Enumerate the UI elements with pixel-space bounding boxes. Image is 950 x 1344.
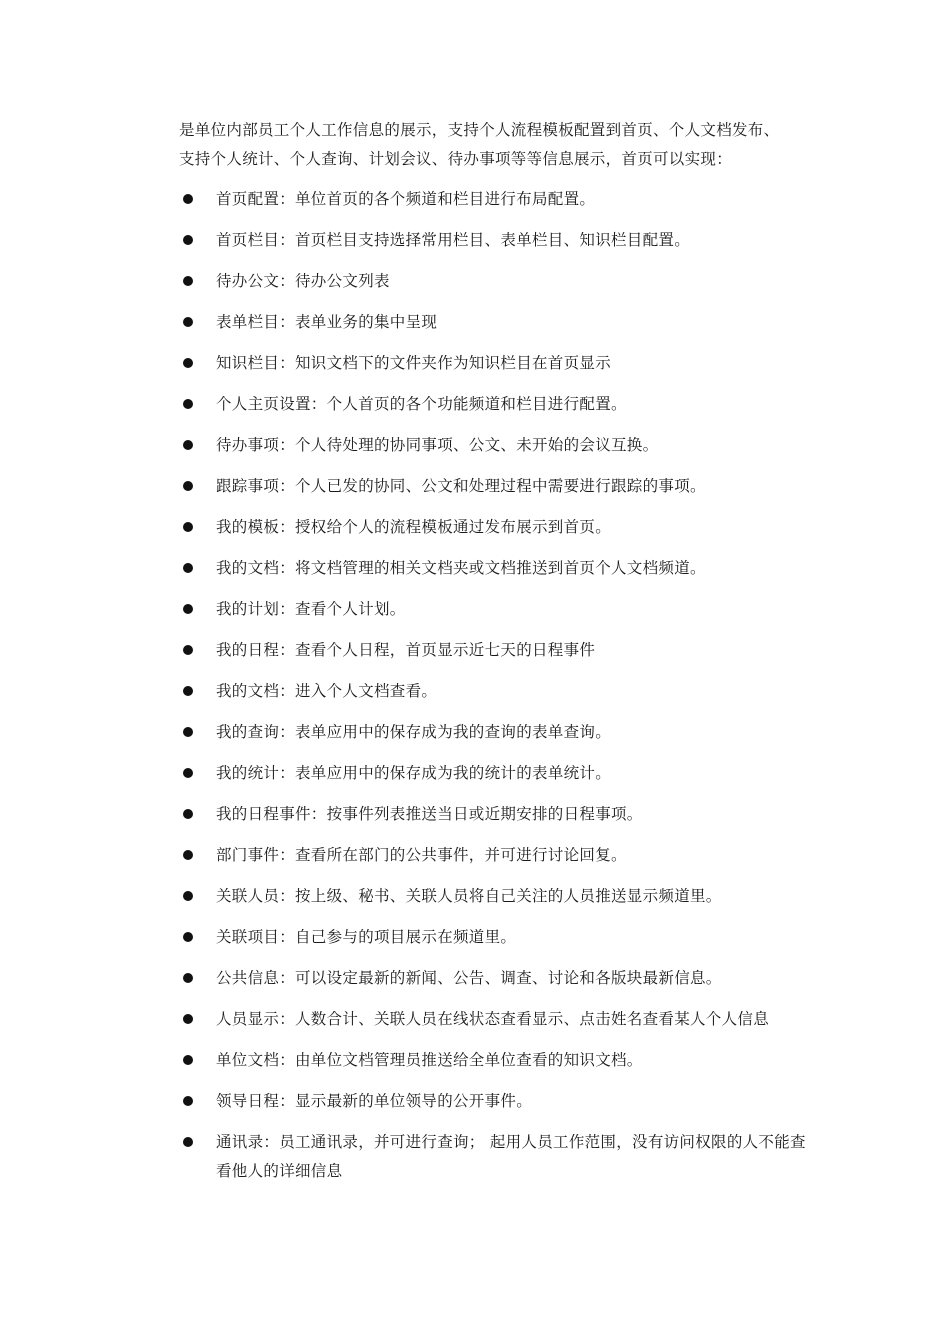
list-item <box>0 470 950 511</box>
list-item-text: 我的模板：授权给个人的流程模板通过发布展示到首页。 <box>216 518 612 536</box>
list-item <box>0 183 950 224</box>
list-item <box>0 634 950 675</box>
bullet-icon <box>183 850 193 860</box>
intro-paragraph <box>179 116 819 174</box>
list-item-text: 关联人员：按上级、秘书、关联人员将自己关注的人员推送显示频道里。 <box>216 887 722 905</box>
list-item-text: 部门事件：查看所在部门的公共事件，并可进行讨论回复。 <box>216 846 627 864</box>
list-item-text: 人员显示：人数合计、关联人员在线状态查看显示、点击姓名查看某人个人信息 <box>216 1010 770 1028</box>
bullet-icon <box>183 1096 193 1106</box>
bullet-icon <box>183 194 193 204</box>
list-item-text: 我的文档：进入个人文档查看。 <box>216 682 438 700</box>
bullet-icon <box>183 276 193 286</box>
list-item-text: 通讯录：员工通讯录，并可进行查询； 起用人员工作范围，没有访问权限的人不能查看他人的详细信息 <box>216 1133 806 1180</box>
bullet-icon <box>183 604 193 614</box>
list-item-text: 个人主页设置：个人首页的各个功能频道和栏目进行配置。 <box>216 395 627 413</box>
bullet-icon <box>183 645 193 655</box>
bullet-icon <box>183 317 193 327</box>
list-item <box>0 798 950 839</box>
list-item <box>0 224 950 265</box>
list-item <box>0 306 950 347</box>
bullet-icon <box>183 1014 193 1024</box>
list-item-text: 我的统计：表单应用中的保存成为我的统计的表单统计。 <box>216 764 612 782</box>
bullet-icon <box>183 235 193 245</box>
list-item <box>0 388 950 429</box>
list-item <box>0 675 950 716</box>
list-item <box>0 265 950 306</box>
list-item <box>0 880 950 921</box>
list-item <box>0 716 950 757</box>
list-item <box>0 757 950 798</box>
list-item <box>0 921 950 962</box>
list-item <box>0 1126 950 1196</box>
list-item-text: 我的日程：查看个人日程，首页显示近七天的日程事件 <box>216 641 596 659</box>
list-item-text: 关联项目：自己参与的项目展示在频道里。 <box>216 928 517 946</box>
bullet-icon <box>183 973 193 983</box>
list-item-text: 首页栏目：首页栏目支持选择常用栏目、表单栏目、知识栏目配置。 <box>216 231 691 249</box>
bullet-icon <box>183 768 193 778</box>
bullet-icon <box>183 358 193 368</box>
intro-line-2: 支持个人统计、个人查询、计划会议、待办事项等等信息展示，首页可以实现： <box>179 150 733 168</box>
bullet-icon <box>183 1055 193 1065</box>
list-item <box>0 962 950 1003</box>
list-item-text: 表单栏目：表单业务的集中呈现 <box>216 313 438 331</box>
bullet-icon <box>183 809 193 819</box>
list-item-text: 我的计划：查看个人计划。 <box>216 600 406 618</box>
list-item-text: 首页配置：单位首页的各个频道和栏目进行布局配置。 <box>216 190 596 208</box>
list-item-text: 我的文档：将文档管理的相关文档夹或文档推送到首页个人文档频道。 <box>216 559 706 577</box>
list-item-text: 待办公文：待办公文列表 <box>216 272 390 290</box>
bullet-icon <box>183 399 193 409</box>
bullet-icon <box>183 481 193 491</box>
bullet-icon <box>183 686 193 696</box>
list-item <box>0 347 950 388</box>
list-item <box>0 429 950 470</box>
list-item <box>0 1003 950 1044</box>
list-item-text: 待办事项：个人待处理的协同事项、公文、未开始的会议互换。 <box>216 436 659 454</box>
list-item-text: 跟踪事项：个人已发的协同、公文和处理过程中需要进行跟踪的事项。 <box>216 477 706 495</box>
bullet-icon <box>183 727 193 737</box>
feature-list <box>0 183 950 1196</box>
list-item <box>0 1085 950 1126</box>
list-item <box>0 839 950 880</box>
bullet-icon <box>183 440 193 450</box>
list-item <box>0 511 950 552</box>
bullet-icon <box>183 1137 193 1147</box>
list-item-text: 领导日程：显示最新的单位领导的公开事件。 <box>216 1092 533 1110</box>
list-item <box>0 1044 950 1085</box>
list-item-text: 我的日程事件：按事件列表推送当日或近期安排的日程事项。 <box>216 805 643 823</box>
list-item-text: 我的查询：表单应用中的保存成为我的查询的表单查询。 <box>216 723 612 741</box>
list-item-text: 知识栏目：知识文档下的文件夹作为知识栏目在首页显示 <box>216 354 612 372</box>
bullet-icon <box>183 522 193 532</box>
bullet-icon <box>183 563 193 573</box>
list-item <box>0 593 950 634</box>
intro-line-1: 是单位内部员工个人工作信息的展示，支持个人流程模板配置到首页、个人文档发布、 <box>179 121 780 139</box>
list-item-text: 单位文档：由单位文档管理员推送给全单位查看的知识文档。 <box>216 1051 643 1069</box>
list-item <box>0 552 950 593</box>
bullet-icon <box>183 891 193 901</box>
bullet-icon <box>183 932 193 942</box>
list-item-text: 公共信息：可以设定最新的新闻、公告、调查、讨论和各版块最新信息。 <box>216 969 722 987</box>
